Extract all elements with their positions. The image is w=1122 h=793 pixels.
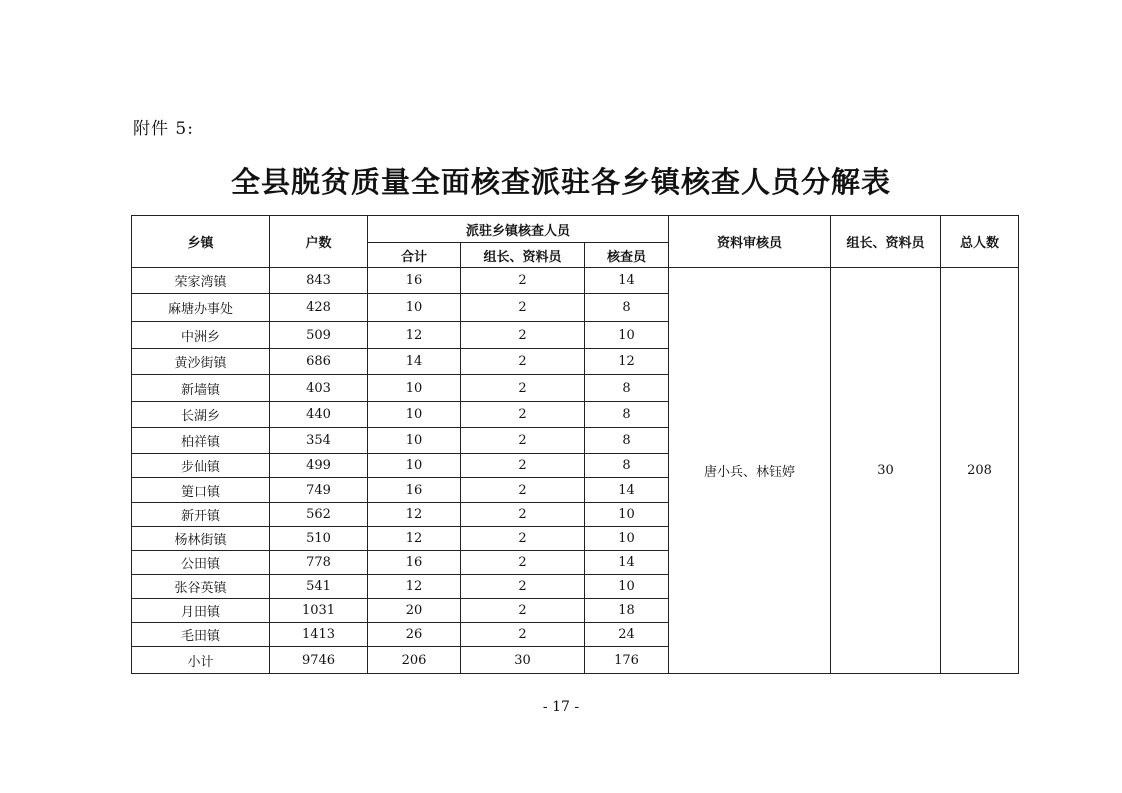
cell-total: 20 [368,599,461,623]
header-dispatched-group: 派驻乡镇核查人员 [368,216,669,243]
leaders-data-value: 30 [831,268,941,674]
cell-total: 10 [368,294,461,322]
total-people-value: 208 [941,268,1019,674]
cell-total: 12 [368,322,461,349]
cell-total: 206 [368,647,461,674]
cell-leader-data: 2 [461,551,585,575]
cell-households: 778 [270,551,368,575]
table-row [132,268,1019,294]
header-total: 合计 [368,243,461,268]
cell-total: 14 [368,349,461,375]
cell-inspectors: 10 [585,575,669,599]
cell-households: 509 [270,322,368,349]
cell-leader-data: 2 [461,322,585,349]
cell-leader-data: 2 [461,349,585,375]
cell-total: 10 [368,375,461,402]
cell-township: 月田镇 [132,599,270,623]
cell-households: 499 [270,454,368,478]
cell-households: 1031 [270,599,368,623]
cell-leader-data: 2 [461,503,585,527]
cell-households: 428 [270,294,368,322]
document-title: 全县脱贫质量全面核查派驻各乡镇核查人员分解表 [230,165,891,199]
cell-township: 步仙镇 [132,454,270,478]
cell-inspectors: 10 [585,322,669,349]
cell-leader-data: 2 [461,402,585,428]
cell-township: 新开镇 [132,503,270,527]
cell-households: 562 [270,503,368,527]
cell-total: 10 [368,428,461,454]
cell-township: 荣家湾镇 [132,268,270,294]
cell-leader-data: 2 [461,478,585,503]
cell-township: 中洲乡 [132,322,270,349]
cell-leader-data: 2 [461,454,585,478]
cell-leader-data: 2 [461,575,585,599]
cell-leader-data: 30 [461,647,585,674]
allocation-table [131,215,1019,674]
cell-inspectors: 8 [585,294,669,322]
cell-township: 公田镇 [132,551,270,575]
cell-total: 12 [368,575,461,599]
cell-township: 麻塘办事处 [132,294,270,322]
cell-township: 毛田镇 [132,623,270,647]
cell-total: 16 [368,268,461,294]
cell-households: 686 [270,349,368,375]
cell-township: 黄沙街镇 [132,349,270,375]
cell-households: 749 [270,478,368,503]
cell-households: 403 [270,375,368,402]
cell-inspectors: 14 [585,268,669,294]
cell-leader-data: 2 [461,294,585,322]
cell-inspectors: 14 [585,551,669,575]
header-leader-data: 组长、资料员 [461,243,585,268]
cell-households: 1413 [270,623,368,647]
cell-households: 440 [270,402,368,428]
header-inspectors: 核查员 [585,243,669,268]
cell-inspectors: 8 [585,428,669,454]
header-households: 户数 [270,216,368,268]
reviewers-value: 唐小兵、林钰婷 [669,268,831,674]
cell-total: 10 [368,402,461,428]
cell-total: 26 [368,623,461,647]
cell-inspectors: 10 [585,503,669,527]
cell-township: 长湖乡 [132,402,270,428]
cell-households: 541 [270,575,368,599]
header-township: 乡镇 [132,216,270,268]
header-leaders-data: 组长、资料员 [831,216,941,268]
cell-total: 10 [368,454,461,478]
cell-leader-data: 2 [461,268,585,294]
header-reviewers: 资料审核员 [669,216,831,268]
header-total-people: 总人数 [941,216,1019,268]
cell-households: 510 [270,527,368,551]
cell-inspectors: 14 [585,478,669,503]
attachment-label: 附件 5: [133,119,194,139]
cell-households: 9746 [270,647,368,674]
cell-inspectors: 12 [585,349,669,375]
cell-inspectors: 8 [585,454,669,478]
cell-inspectors: 8 [585,402,669,428]
cell-inspectors: 24 [585,623,669,647]
page-number: - 17 - [542,699,580,715]
cell-total: 16 [368,478,461,503]
cell-leader-data: 2 [461,599,585,623]
cell-township: 筻口镇 [132,478,270,503]
cell-total: 12 [368,503,461,527]
cell-households: 843 [270,268,368,294]
cell-households: 354 [270,428,368,454]
cell-inspectors: 10 [585,527,669,551]
cell-total: 12 [368,527,461,551]
cell-township: 杨林街镇 [132,527,270,551]
cell-leader-data: 2 [461,527,585,551]
cell-inspectors: 176 [585,647,669,674]
cell-inspectors: 8 [585,375,669,402]
cell-township: 柏祥镇 [132,428,270,454]
cell-leader-data: 2 [461,428,585,454]
cell-township: 新墙镇 [132,375,270,402]
cell-inspectors: 18 [585,599,669,623]
cell-leader-data: 2 [461,623,585,647]
cell-leader-data: 2 [461,375,585,402]
cell-township: 小计 [132,647,270,674]
cell-total: 16 [368,551,461,575]
table-body [132,268,1019,674]
cell-township: 张谷英镇 [132,575,270,599]
